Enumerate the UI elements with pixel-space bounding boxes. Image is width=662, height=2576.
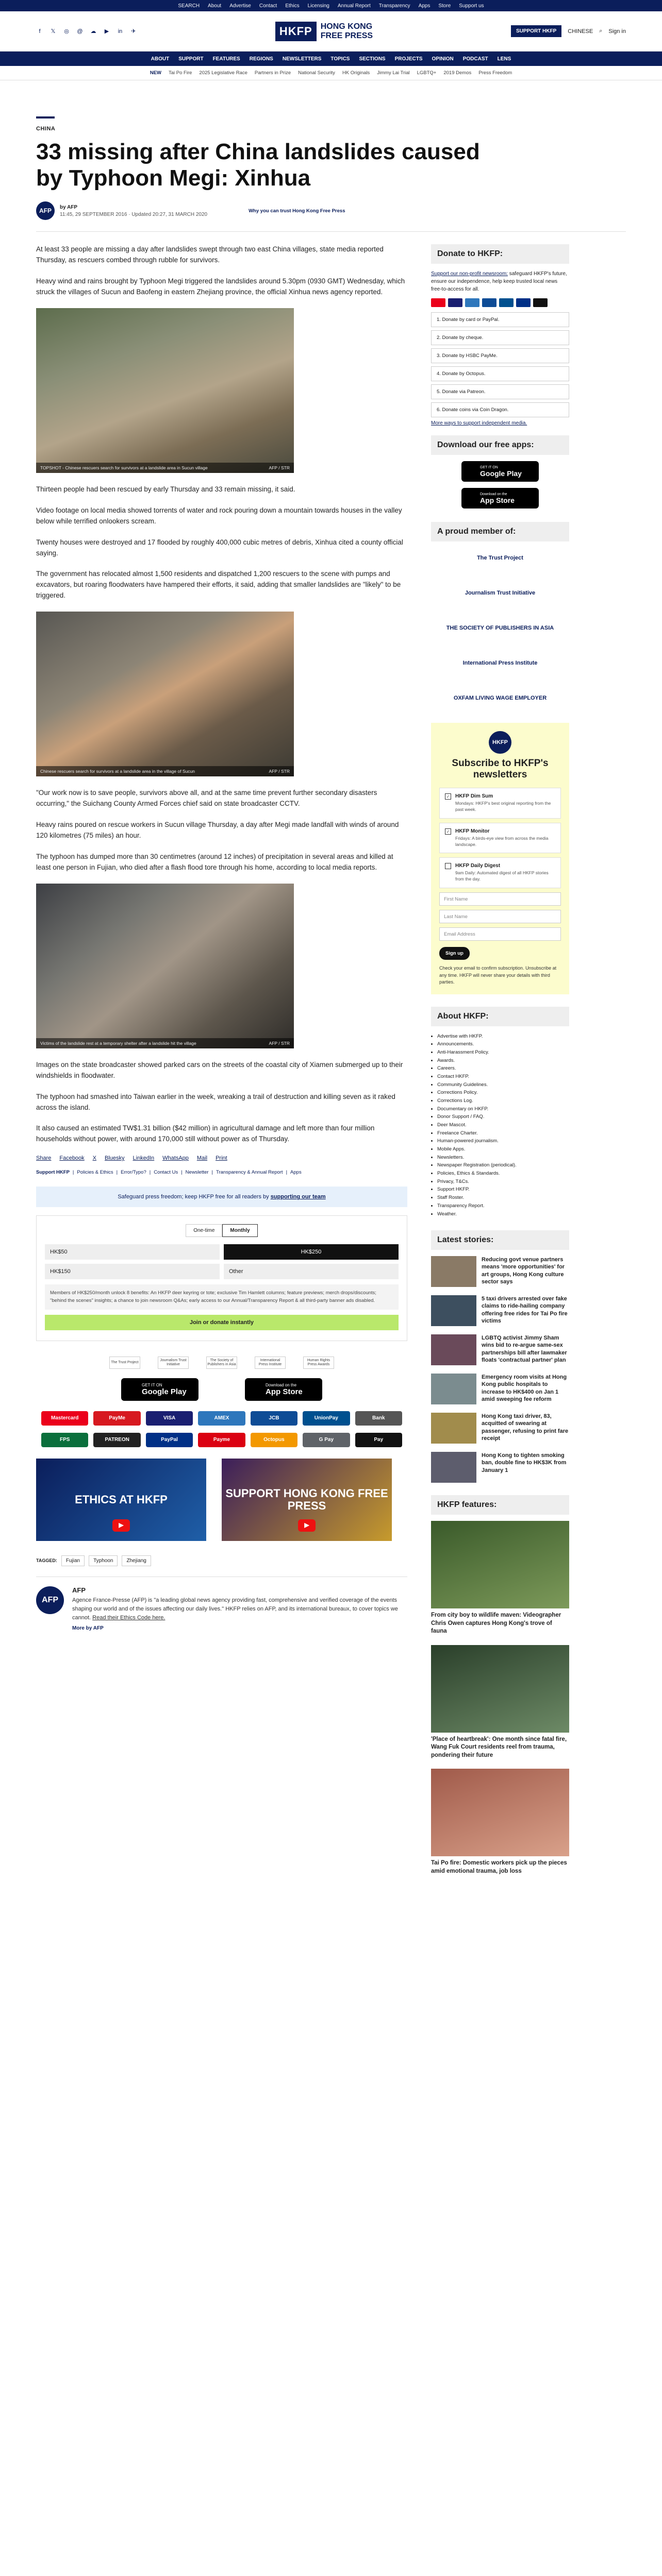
member-logo[interactable]: Journalism Trust Initiative xyxy=(465,590,536,597)
about-list-item[interactable]: • Community Guidelines. xyxy=(437,1081,569,1089)
donate-text-link[interactable]: Support our non-profit newsroom: xyxy=(431,271,508,277)
paypal-icon xyxy=(516,298,531,307)
member-heading: A proud member of: xyxy=(431,522,569,541)
google-play-small: GET IT ON xyxy=(142,1382,162,1387)
tag-item[interactable]: Typhoon xyxy=(89,1555,118,1566)
partner-logo[interactable]: Human Rights Press Awards xyxy=(303,1357,334,1369)
nav-newsletters[interactable]: NEWSLETTERS xyxy=(282,56,322,62)
amex-icon[interactable]: AMEX xyxy=(198,1411,245,1426)
author-box-avatar[interactable]: AFP xyxy=(36,1586,64,1614)
byline xyxy=(36,201,626,220)
donate-heading: Donate to HKFP: xyxy=(431,244,569,264)
figure-1 xyxy=(36,308,407,473)
byline-text xyxy=(60,205,207,217)
main-nav xyxy=(0,52,662,66)
tag-item[interactable]: Zhejiang xyxy=(122,1555,151,1566)
about-list-item[interactable]: • Deer Mascot. xyxy=(437,1121,569,1129)
paragraph: Thirteen people had been rescued by early Thursday and 33 remain missing, it said. xyxy=(36,485,295,493)
paragraph: It also caused an estimated TW$1.31 billion ($42 million) in agricultural damage and left more than four million households without power, with around 170,000 still without power as of Thursday. xyxy=(36,1124,375,1143)
figure-caption xyxy=(36,766,294,776)
video-promos xyxy=(36,1459,407,1541)
youtube-icon[interactable]: ▶ xyxy=(104,28,109,35)
figure-caption xyxy=(36,1038,294,1048)
share-x[interactable]: X xyxy=(92,1155,97,1162)
sidebar xyxy=(431,244,569,1885)
checkbox-icon[interactable] xyxy=(445,863,451,869)
partner-logo[interactable]: The Society of Publishers in Asia xyxy=(206,1357,237,1369)
latest-story[interactable] xyxy=(431,1374,569,1404)
app-store-small: Download on the xyxy=(480,492,507,496)
amount-option[interactable]: HK$150 xyxy=(45,1264,220,1279)
share-facebook[interactable]: Facebook xyxy=(59,1155,85,1162)
author-bio xyxy=(72,1596,407,1622)
topbar-apps[interactable]: Apps xyxy=(418,3,431,9)
paragraph: At least 33 people are missing a day after landslides swept through two east China villages, state media reported Thursday, as rescuers combed through rubble for survivors. xyxy=(36,245,384,264)
subnav-item[interactable]: Jimmy Lai Trial xyxy=(377,70,410,76)
about-heading: About HKFP: xyxy=(431,1007,569,1026)
threads-icon[interactable]: @ xyxy=(77,28,83,35)
nav-topics[interactable]: TOPICS xyxy=(330,56,350,62)
language-link[interactable]: CHINESE xyxy=(568,28,593,35)
facebook-icon[interactable]: f xyxy=(39,28,41,35)
subnav-item[interactable]: 2025 Legislative Race xyxy=(199,70,247,76)
signup-button[interactable]: Sign up xyxy=(439,947,470,960)
article-body xyxy=(36,244,407,1885)
sidebar-app-store[interactable] xyxy=(461,488,539,509)
google-pay-icon[interactable]: G Pay xyxy=(303,1433,350,1447)
about-list-item[interactable]: • Corrections Log. xyxy=(437,1097,569,1105)
social-icons xyxy=(36,28,137,35)
topbar-contact[interactable]: Contact xyxy=(259,3,277,9)
join-donate-button[interactable]: Join or donate instantly xyxy=(45,1315,399,1330)
about-list-item[interactable]: • Support HKFP. xyxy=(437,1185,569,1194)
member-logo[interactable]: OXFAM LIVING WAGE EMPLOYER xyxy=(453,695,547,702)
bluesky-icon[interactable]: ☁ xyxy=(90,28,96,35)
ethics-promo-text: ETHICS AT HKFP xyxy=(75,1493,168,1506)
paragraph: The typhoon has dumped more than 30 centimetres (around 12 inches) of precipitation in several areas and killed at least one person in Fujian, who died after a flash flood tore through his home, according to local media reports. xyxy=(36,852,393,871)
about-list-item[interactable]: • Freelance Charter. xyxy=(437,1129,569,1138)
paragraph: "Our work now is to save people, survivors above all, and at the same time prevent further secondary disasters occurring," the Suichang County Armed Forces chief said on state broadcaster CCTV. xyxy=(36,789,377,808)
amount-options xyxy=(45,1244,399,1279)
photo-rescuers[interactable] xyxy=(36,612,294,776)
paragraph: The government has relocated almost 1,500 residents and dispatched 1,200 rescuers to the scene with pumps and excavators, but roaring floodwaters have hampered their efforts, it said, adding that smaller landslides are "likely" to be triggered. xyxy=(36,570,401,600)
share-mail[interactable]: Mail xyxy=(196,1155,208,1162)
share-whatsapp[interactable]: WhatsApp xyxy=(162,1155,189,1162)
story-title[interactable]: Hong Kong to tighten smoking ban, double fine to HK$3K from January 1 xyxy=(482,1452,567,1473)
latest-story[interactable] xyxy=(431,1334,569,1365)
nl-option-desc: Mondays: HKFP's best original reporting from the past week. xyxy=(455,800,551,812)
about-list-item[interactable]: • Documentary on HKFP. xyxy=(437,1105,569,1113)
story-thumbnail[interactable] xyxy=(431,1256,476,1287)
logo-box: HKFP xyxy=(275,22,317,41)
about-list-item[interactable]: • Human-powered journalism. xyxy=(437,1137,569,1145)
story-title[interactable]: Emergency room visits at Hong Kong public hospitals to increase to HK$400 on Jan 1 amid sweeping fee reform xyxy=(482,1374,567,1403)
app-store-small: Download on the xyxy=(266,1382,297,1387)
latest-story[interactable] xyxy=(431,1256,569,1287)
nl-option-name: HKFP Daily Digest xyxy=(455,863,501,869)
octopus-icon[interactable]: Octopus xyxy=(251,1433,297,1447)
about-list-item[interactable]: • Advertise with HKFP. xyxy=(437,1032,569,1041)
amex-icon xyxy=(465,298,479,307)
share-bluesky[interactable]: Bluesky xyxy=(105,1155,125,1162)
photo-landslide-rescue[interactable] xyxy=(36,308,294,473)
amount-option-selected[interactable]: HK$250 xyxy=(224,1244,399,1260)
linkedin-icon[interactable]: in xyxy=(118,28,123,35)
play-icon: ▶ xyxy=(298,1519,316,1532)
sidebar-google-play[interactable] xyxy=(461,461,539,482)
share-bar xyxy=(36,1155,407,1161)
partner-logo[interactable]: Journalism Trust Initiative xyxy=(158,1357,189,1369)
story-thumbnail[interactable] xyxy=(431,1452,476,1483)
top-utility-bar xyxy=(0,0,662,11)
subnav-item[interactable]: Tai Po Fire xyxy=(169,70,192,76)
donate-option[interactable]: 4. Donate by Octopus. xyxy=(431,366,569,381)
support-link[interactable]: Error/Typo? xyxy=(121,1170,146,1176)
about-list-item[interactable]: • Donor Support / FAQ. xyxy=(437,1113,569,1121)
paragraph: Heavy wind and rains brought by Typhoon Megi triggered the landslides around 5.30pm (0930 GMT) Wednesday, which struck the villages of Sucun and Baofeng in eastern Zhejiang province, the official Xinhua news agency reported. xyxy=(36,277,405,296)
support-link[interactable]: Policies & Ethics xyxy=(77,1170,113,1176)
subnav-item[interactable]: Press Freedom xyxy=(478,70,512,76)
feature-title[interactable]: Tai Po fire: Domestic workers pick up the pieces amid emotional trauma, job loss xyxy=(431,1860,567,1874)
apple-pay-icon xyxy=(533,298,548,307)
amount-option[interactable]: HK$50 xyxy=(45,1244,220,1260)
visa-icon[interactable]: VISA xyxy=(146,1411,193,1426)
tab-monthly[interactable]: Monthly xyxy=(222,1224,257,1237)
payme-alt-icon[interactable]: Payme xyxy=(198,1433,245,1447)
kicker-rule xyxy=(36,116,55,118)
checkbox-checked-icon[interactable]: ✓ xyxy=(445,828,451,835)
subnav-item[interactable]: 2019 Demos xyxy=(443,70,472,76)
about-list-item[interactable]: • Newspaper Registration (periodical). xyxy=(437,1161,569,1170)
author-bio-text: Agence France-Presse (AFP) is "a leading global news agency providing fast, comprehensive and verified coverage of the events shaping our world and of the issues affecting our daily lives." HKFP relies on AFP, and its international bureaux, to cover topics we cannot. xyxy=(72,1597,398,1621)
feature-title[interactable]: From city boy to wildlife maven: Videographer Chris Owen captures Hong Kong's trove of fauna xyxy=(431,1612,561,1635)
google-play-label: Google Play xyxy=(480,469,522,478)
support-link[interactable]: Support HKFP xyxy=(36,1170,70,1176)
partner-logo[interactable]: The Trust Project xyxy=(109,1357,140,1369)
about-list-item[interactable]: • Mobile Apps. xyxy=(437,1145,569,1154)
nav-projects[interactable]: PROJECTS xyxy=(394,56,423,62)
caption-text: Victims of the landslide rest at a temporary shelter after a landslide hit the village xyxy=(40,1040,196,1046)
story-thumbnail[interactable] xyxy=(431,1295,476,1326)
nav-regions[interactable]: REGIONS xyxy=(249,56,273,62)
mastercard-icon xyxy=(431,298,445,307)
about-list-item[interactable]: • Careers. xyxy=(437,1064,569,1073)
topbar-annual-report[interactable]: Annual Report xyxy=(337,3,371,9)
support-link[interactable]: Apps xyxy=(290,1170,302,1176)
share-linkedin[interactable]: LinkedIn xyxy=(133,1155,155,1162)
search-icon[interactable]: ⌕ xyxy=(599,28,603,34)
about-list-item[interactable]: • Announcements. xyxy=(437,1040,569,1048)
caption-credit: AFP / STR xyxy=(269,465,290,470)
safeguard-text: Safeguard press freedom; keep HKFP free for all readers by xyxy=(118,1194,269,1200)
mastercard-icon[interactable]: Mastercard xyxy=(41,1411,88,1426)
about-list-item[interactable]: • Transparency Report. xyxy=(437,1202,569,1210)
sub-nav xyxy=(0,66,662,80)
topbar-search[interactable]: SEARCH xyxy=(178,3,200,9)
topbar-about[interactable]: About xyxy=(208,3,222,9)
content-columns xyxy=(0,244,662,1885)
nav-features[interactable]: FEATURES xyxy=(212,56,240,62)
about-list xyxy=(431,1032,569,1218)
support-link[interactable]: Contact Us xyxy=(154,1170,178,1176)
feature-story[interactable] xyxy=(431,1521,569,1636)
payment-methods xyxy=(36,1411,407,1447)
subnav-item[interactable]: LGBTQ+ xyxy=(417,70,437,76)
apple-pay-icon[interactable]: Pay xyxy=(355,1433,402,1447)
nl-option-name: HKFP Dim Sum xyxy=(455,793,493,799)
google-play-label: Google Play xyxy=(142,1387,187,1396)
paragraph: The typhoon had smashed into Taiwan earlier in the week, wreaking a trail of destruction and killing seven as it raked across the island. xyxy=(36,1092,395,1111)
article-title: 33 missing after China landslides caused by Typhoon Megi: Xinhua xyxy=(36,139,480,191)
topbar-advertise[interactable]: Advertise xyxy=(229,3,251,9)
nl-option-name: HKFP Monitor xyxy=(455,828,490,834)
about-list-item[interactable]: • Newsletters. xyxy=(437,1154,569,1162)
author-name[interactable]: AFP xyxy=(72,1586,86,1594)
topbar-store[interactable]: Store xyxy=(438,3,451,9)
caption-credit: AFP / STR xyxy=(269,769,290,774)
signin-link[interactable]: Sign in xyxy=(608,28,626,35)
patreon-icon[interactable]: PATREON xyxy=(93,1433,140,1447)
logo-line2: FREE PRESS xyxy=(320,31,373,40)
story-title[interactable]: 5 taxi drivers arrested over fake claims to ride-hailing company offering free rides for Tai Po fire victims xyxy=(482,1296,568,1325)
author-info xyxy=(72,1586,407,1631)
telegram-icon[interactable]: ✈ xyxy=(131,28,136,35)
support-promo-text: SUPPORT HONG KONG FREE PRESS xyxy=(225,1486,388,1512)
support-link[interactable]: Newsletter xyxy=(185,1170,209,1176)
latest-story[interactable] xyxy=(431,1413,569,1444)
google-play-button[interactable] xyxy=(121,1378,198,1401)
about-list-item[interactable]: • Policies, Ethics & Standards. xyxy=(437,1170,569,1178)
story-thumbnail[interactable] xyxy=(431,1374,476,1404)
newsletter-option[interactable] xyxy=(439,788,561,819)
visa-icon xyxy=(448,298,462,307)
jcb-icon xyxy=(482,298,496,307)
logo-text xyxy=(321,22,373,40)
latest-story[interactable] xyxy=(431,1452,569,1483)
amount-option-other[interactable]: Other xyxy=(224,1264,399,1279)
paragraph: Heavy rains poured on rescue workers in Sucun village Thursday, a day after Megi made landfall with winds of around 120 kilometres (75 miles) an hour. xyxy=(36,821,399,840)
ethics-video-promo[interactable] xyxy=(36,1459,206,1541)
subnav-item[interactable]: HK Originals xyxy=(342,70,370,76)
first-name-field[interactable]: First Name xyxy=(439,892,561,906)
topbar-transparency[interactable]: Transparency xyxy=(378,3,410,9)
support-hkfp-button[interactable]: SUPPORT HKFP xyxy=(511,25,561,37)
donate-tabs xyxy=(45,1224,399,1237)
subnav-item[interactable]: Partners in Prize xyxy=(254,70,291,76)
about-list-item[interactable]: • Anti-Harassment Policy. xyxy=(437,1048,569,1057)
about-list-item[interactable]: • Awards. xyxy=(437,1057,569,1065)
story-title[interactable]: Hong Kong taxi driver, 83, acquitted of swearing at passenger, refusing to print fare receipt xyxy=(482,1413,569,1442)
trust-link[interactable]: Why you can trust Hong Kong Free Press xyxy=(249,208,345,214)
partner-logos xyxy=(36,1357,407,1369)
feature-story[interactable] xyxy=(431,1769,569,1875)
feature-story[interactable] xyxy=(431,1645,569,1760)
story-thumbnail[interactable] xyxy=(431,1334,476,1365)
card-logos xyxy=(431,298,569,307)
about-list-item[interactable]: • Contact HKFP. xyxy=(437,1073,569,1081)
support-link[interactable]: Transparency & Annual Report xyxy=(216,1170,283,1176)
byline-author[interactable]: by AFP xyxy=(60,204,78,210)
header-actions xyxy=(511,25,626,37)
share-print[interactable]: Print xyxy=(216,1155,227,1162)
site-header xyxy=(0,11,662,52)
story-thumbnail[interactable] xyxy=(431,1413,476,1444)
latest-heading: Latest stories: xyxy=(431,1230,569,1250)
nav-support[interactable]: SUPPORT xyxy=(178,56,204,62)
feature-image[interactable] xyxy=(431,1521,569,1608)
app-buttons xyxy=(36,1378,407,1401)
play-icon: ▶ xyxy=(112,1519,130,1532)
more-by-author[interactable]: More by AFP xyxy=(72,1625,104,1631)
more-ways-link[interactable]: More ways to support independent media. xyxy=(431,420,527,427)
caption-credit: AFP / STR xyxy=(269,1040,290,1046)
donate-option[interactable]: 5. Donate via Patreon. xyxy=(431,384,569,399)
article-header xyxy=(0,116,662,220)
article-kicker[interactable]: CHINA xyxy=(36,126,56,132)
author-avatar[interactable]: AFP xyxy=(36,201,55,220)
ad-space xyxy=(0,80,662,116)
divider xyxy=(36,231,626,232)
about-list-item[interactable]: • Staff Roster. xyxy=(437,1194,569,1202)
app-store-label: App Store xyxy=(480,496,515,504)
figure-3 xyxy=(36,884,407,1048)
figure-caption xyxy=(36,463,294,473)
x-icon[interactable]: 𝕏 xyxy=(51,28,56,35)
donate-option[interactable]: 2. Donate by cheque. xyxy=(431,330,569,345)
nav-sections[interactable]: SECTIONS xyxy=(359,56,386,62)
newsletter-logo: HKFP xyxy=(489,731,511,754)
google-play-small: GET IT ON xyxy=(480,465,498,469)
newsletter-note: Check your email to confirm subscription. Unsubscribe at any time. HKFP will never share your details with third parties. xyxy=(439,965,557,985)
member-logo[interactable]: International Press Institute xyxy=(462,660,538,667)
latest-story[interactable] xyxy=(431,1295,569,1326)
instagram-icon[interactable]: ◎ xyxy=(64,28,69,35)
about-list-item[interactable]: • Privacy, T&Cs. xyxy=(437,1178,569,1186)
feature-title[interactable]: 'Place of heartbreak': One month since fatal fire, Wang Fuk Court residents reel from trauma, pondering their future xyxy=(431,1736,567,1758)
nav-about[interactable]: ABOUT xyxy=(151,56,170,62)
topbar-licensing[interactable]: Licensing xyxy=(307,3,329,9)
byline-dates: 11:45, 29 SEPTEMBER 2016 · Updated 20:27, 31 MARCH 2020 xyxy=(60,211,208,217)
support-video-promo[interactable] xyxy=(222,1459,392,1541)
donate-option[interactable]: 6. Donate coins via Coin Dragon. xyxy=(431,402,569,417)
donate-text xyxy=(431,270,569,293)
newsletter-option[interactable] xyxy=(439,857,561,888)
caption-text: Chinese rescuers search for survivors at a landslide area in the village of Sucun xyxy=(40,769,195,774)
safeguard-banner xyxy=(36,1187,407,1207)
story-title[interactable]: Reducing govt venue partners means 'more opportunities' for art groups, Hong Kong culture sector says xyxy=(482,1257,565,1285)
nl-option-desc: Fridays: A birds-eye view from across the media landscape. xyxy=(455,835,549,847)
checkbox-checked-icon[interactable]: ✓ xyxy=(445,793,451,800)
apps-heading: Download our free apps: xyxy=(431,435,569,455)
figure-2 xyxy=(36,612,407,776)
email-field[interactable]: Email Address xyxy=(439,927,561,941)
newsletter-title: Subscribe to HKFP's newsletters xyxy=(452,758,549,781)
topbar-ethics[interactable]: Ethics xyxy=(285,3,300,9)
partner-logo[interactable]: International Press Institute xyxy=(255,1357,286,1369)
jcb-icon[interactable]: JCB xyxy=(251,1411,297,1426)
tags-row xyxy=(36,1555,407,1566)
about-list-item[interactable]: • Weather. xyxy=(437,1210,569,1218)
membership-benefits: Members of HK$250/month unlock 8 benefits: An HKFP deer keyring or tote; exclusive Tim Hamlett columns; feature previews; merch drops/discounts; "behind the scenes" insights; a chance to join newsroom Q&As; early access to our Annual/Transparency Report & all third-party banner ads disabled. xyxy=(45,1284,399,1310)
unionpay-icon xyxy=(499,298,514,307)
paragraph: Twenty houses were destroyed and 17 flooded by roughly 400,000 cubic metres of debris, Xinhua cited a county official saying. xyxy=(36,538,403,557)
logo-line1: HONG KONG xyxy=(320,22,373,31)
newsletter-option[interactable] xyxy=(439,823,561,854)
feature-image[interactable] xyxy=(431,1645,569,1733)
caption-text: TOPSHOT - Chinese rescuers search for survivors at a landslide area in Sucun village xyxy=(40,465,208,470)
paragraph: Images on the state broadcaster showed parked cars on the streets of the coastal city of Xiamen submerged up to their windshields in floodwater. xyxy=(36,1060,403,1079)
tags-label: TAGGED: xyxy=(36,1558,57,1564)
newsletter-signup xyxy=(431,723,569,994)
nl-option-desc: 9am Daily: Automated digest of all HKFP stories from the day. xyxy=(455,870,549,882)
app-store-label: App Store xyxy=(266,1387,303,1396)
donate-option[interactable]: 3. Donate by HSBC PayMe. xyxy=(431,348,569,363)
photo-shelter-victims[interactable] xyxy=(36,884,294,1048)
unionpay-icon[interactable]: UnionPay xyxy=(303,1411,350,1426)
support-links: Support HKFP | Policies & Ethics | Error/Typo? | Contact Us | Newsletter | Transparency & Annual Report | Apps xyxy=(36,1170,302,1176)
last-name-field[interactable]: Last Name xyxy=(439,910,561,923)
tag-item[interactable]: Fujian xyxy=(61,1555,85,1566)
paragraph: Video footage on local media showed torrents of water and rock pouring down a mountain towards houses in the valley below while terrified onlookers scream. xyxy=(36,506,402,525)
nav-opinion[interactable]: OPINION xyxy=(432,56,454,62)
donate-widget xyxy=(36,1215,407,1341)
safeguard-link[interactable]: supporting our team xyxy=(270,1194,326,1200)
story-title[interactable]: LGBTQ activist Jimmy Sham wins bid to re-argue same-sex partnerships bill after lawmaker floats 'contractual partner' plan xyxy=(482,1335,567,1364)
member-logo[interactable]: The Trust Project xyxy=(477,555,523,562)
author-ethics-link[interactable]: Read their Ethics Code here. xyxy=(92,1614,166,1621)
donate-option[interactable]: 1. Donate by card or PayPal. xyxy=(431,312,569,327)
nav-podcast[interactable]: PODCAST xyxy=(462,56,488,62)
app-store-button[interactable] xyxy=(245,1378,322,1401)
subnav-new-label: NEW xyxy=(150,70,161,76)
topbar-support-us[interactable]: Support us xyxy=(459,3,484,9)
tab-one-time[interactable]: One-time xyxy=(186,1224,222,1237)
site-logo[interactable] xyxy=(275,22,373,41)
features-heading: HKFP features: xyxy=(431,1495,569,1515)
payme-icon[interactable]: PayMe xyxy=(93,1411,140,1426)
about-list-item[interactable]: • Corrections Policy. xyxy=(437,1089,569,1097)
nav-lens[interactable]: LENS xyxy=(497,56,511,62)
feature-image[interactable] xyxy=(431,1769,569,1856)
paypal-icon[interactable]: PayPal xyxy=(146,1433,193,1447)
author-box xyxy=(36,1577,407,1631)
share-label[interactable]: Share xyxy=(36,1155,52,1162)
subnav-item[interactable]: National Security xyxy=(298,70,335,76)
donate-text-body: safeguard HKFP's future, ensure our independence, help keep trusted local news free-to-access for all. xyxy=(431,271,567,293)
member-logo[interactable]: THE SOCIETY OF PUBLISHERS IN ASIA xyxy=(446,625,554,632)
fps-icon[interactable]: FPS xyxy=(41,1433,88,1447)
bank-icon[interactable]: Bank xyxy=(355,1411,402,1426)
